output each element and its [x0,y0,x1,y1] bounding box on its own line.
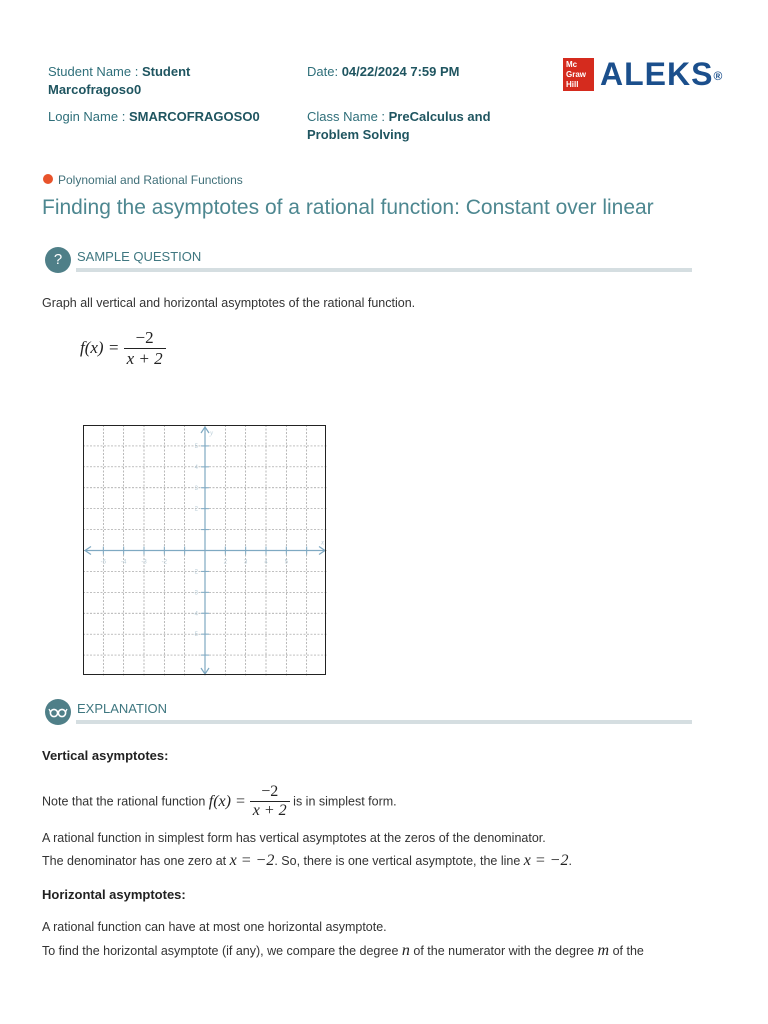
y-axis-label: y [210,429,214,437]
x-tick-label: 2 [223,559,228,566]
x-tick-label: 5 [284,559,289,566]
class-name: Class Name : PreCalculus and Problem Solving [307,109,491,142]
x-tick-label: -5 [100,559,107,566]
student-name: Student Name : Student Marcofragoso0 [48,64,191,97]
graph-axes [85,427,325,674]
login-name: Login Name : SMARCOFRAGOSO0 [48,109,260,124]
page-title: Finding the asymptotes of a rational function: Constant over linear [42,196,654,219]
y-tick-label: 3 [194,485,198,492]
x-tick-label: -4 [120,559,127,566]
section-divider [76,720,692,724]
sample-question-label: SAMPLE QUESTION [77,249,202,264]
glasses-icon-svg [45,699,71,725]
graph-tick-labels [101,429,325,638]
graph-panel[interactable] [83,425,327,676]
date: Date: 04/22/2024 7:59 PM [307,64,460,79]
question-formula: f(x) = $\frac{-2}{x + 2}$ [80,328,166,369]
question-prompt: Graph all vertical and horizontal asymptotes of the rational function. [42,296,416,310]
y-tick-label: -5 [192,632,198,639]
topic-category: Polynomial and Rational Functions [58,173,243,187]
y-tick-label: -4 [192,611,198,618]
x-tick-label: -2 [161,559,168,566]
aleks-logo: ALEKS® [600,56,724,92]
x-tick-label: 3 [243,559,248,566]
y-tick-label: -3 [192,590,198,597]
explanation-label: EXPLANATION [77,701,168,716]
x-tick-label: 4 [264,559,268,566]
y-tick-label: 2 [194,506,198,513]
question-mark-icon: ? [45,247,71,273]
explanation-line: To find the horizontal asymptote (if any), we compare the degree n of the numerator with the degree m of the [42,942,644,959]
glasses-icon [45,699,71,725]
x-tick-label: -3 [141,559,147,566]
y-tick-label: 5 [194,443,198,450]
explanation-line: The denominator has one zero at x = −2. So, there is one vertical asymptote, the line x = −2. [42,852,572,869]
x-axis-label: x [321,538,325,547]
explanation-line: A rational function in simplest form has vertical asymptotes at the zeros of the denominator. [42,831,546,845]
explanation-note: Note that the rational function f(x) = $\frac{-2}{x + 2}$ is in simplest form. [42,783,397,819]
category-bullet-icon [43,174,53,184]
horizontal-asymptotes-heading: Horizontal asymptotes: [42,887,186,902]
vertical-asymptotes-heading: Vertical asymptotes: [42,748,169,763]
y-tick-label: -2 [192,569,198,576]
explanation-line: A rational function can have at most one horizontal asymptote. [42,920,387,934]
mcgraw-hill-logo: Mc Graw Hill [563,58,594,91]
section-divider [76,268,692,272]
y-tick-label: 4 [194,464,198,471]
